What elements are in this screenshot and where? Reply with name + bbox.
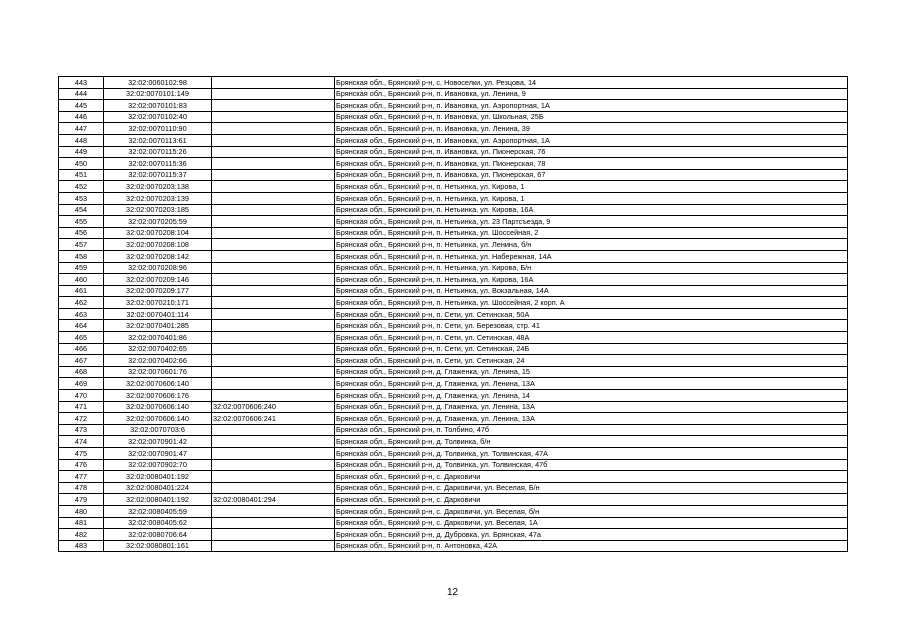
row-number-cell: 461	[59, 285, 104, 297]
address-cell: Брянская обл., Брянский р-н, п. Ивановка, ул. Аэропортная, 1А	[335, 134, 848, 146]
address-cell: Брянская обл., Брянский р-н, п. Нетьинка, ул. Шоссейная, 2	[335, 227, 848, 239]
cadastral-number-cell: 32:02:0080401:224	[104, 482, 212, 494]
row-number-cell: 448	[59, 134, 104, 146]
address-cell: Брянская обл., Брянский р-н, д. Толвинка, ул. Толвинская, 47б	[335, 459, 848, 471]
address-cell: Брянская обл., Брянский р-н, п. Нетьинка, ул. Кирова, Б/н	[335, 262, 848, 274]
table-row	[59, 100, 848, 112]
secondary-cadastral-number-cell	[212, 517, 335, 529]
row-number-cell: 481	[59, 517, 104, 529]
table-row	[59, 285, 848, 297]
cadastral-number-cell: 32:02:0070901:47	[104, 448, 212, 460]
table-row	[59, 413, 848, 425]
cadastral-number-cell: 32:02:0070606:140	[104, 413, 212, 425]
row-number-cell: 444	[59, 88, 104, 100]
table-row	[59, 77, 848, 89]
cadastral-number-cell: 32:02:0070205:59	[104, 216, 212, 228]
row-number-cell: 479	[59, 494, 104, 506]
secondary-cadastral-number-cell	[212, 134, 335, 146]
row-number-cell: 450	[59, 158, 104, 170]
address-cell: Брянская обл., Брянский р-н, с. Дарковичи	[335, 471, 848, 483]
address-cell: Брянская обл., Брянский р-н, п. Сети, ул. Сетинская, 24	[335, 355, 848, 367]
secondary-cadastral-number-cell	[212, 227, 335, 239]
table-row	[59, 158, 848, 170]
secondary-cadastral-number-cell	[212, 274, 335, 286]
table-row	[59, 448, 848, 460]
cadastral-number-cell: 32:02:0070203:138	[104, 181, 212, 193]
cadastral-number-cell: 32:02:0070601:76	[104, 366, 212, 378]
cadastral-number-cell: 32:02:0070101:149	[104, 88, 212, 100]
cadastral-number-cell: 32:02:0070115:26	[104, 146, 212, 158]
address-cell: Брянская обл., Брянский р-н, п. Толбино, 47б	[335, 424, 848, 436]
row-number-cell: 457	[59, 239, 104, 251]
cadastral-number-cell: 32:02:0070110:90	[104, 123, 212, 135]
secondary-cadastral-number-cell	[212, 297, 335, 309]
registry-table	[58, 76, 848, 552]
secondary-cadastral-number-cell	[212, 146, 335, 158]
address-cell: Брянская обл., Брянский р-н, п. Нетьинка, ул. 23 Партсъезда, 9	[335, 216, 848, 228]
address-cell: Брянская обл., Брянский р-н, д. Глаженка, ул. Ленина, 13А	[335, 401, 848, 413]
cadastral-number-cell: 32:02:0070401:285	[104, 320, 212, 332]
table-row	[59, 494, 848, 506]
cadastral-number-cell: 32:02:0070901:42	[104, 436, 212, 448]
table-row	[59, 517, 848, 529]
cadastral-number-cell: 32:02:0070902:70	[104, 459, 212, 471]
row-number-cell: 471	[59, 401, 104, 413]
cadastral-number-cell: 32:02:0070208:142	[104, 250, 212, 262]
row-number-cell: 454	[59, 204, 104, 216]
row-number-cell: 477	[59, 471, 104, 483]
row-number-cell: 462	[59, 297, 104, 309]
table-row	[59, 262, 848, 274]
row-number-cell: 451	[59, 169, 104, 181]
secondary-cadastral-number-cell	[212, 390, 335, 402]
table-row	[59, 436, 848, 448]
row-number-cell: 446	[59, 111, 104, 123]
address-cell: Брянская обл., Брянский р-н, п. Нетьинка, ул. Вокзальная, 14А	[335, 285, 848, 297]
cadastral-number-cell: 32:02:0080401:192	[104, 471, 212, 483]
secondary-cadastral-number-cell	[212, 505, 335, 517]
secondary-cadastral-number-cell	[212, 285, 335, 297]
table-row	[59, 529, 848, 541]
address-cell: Брянская обл., Брянский р-н, п. Сети, ул. Сетинская, 48А	[335, 332, 848, 344]
cadastral-number-cell: 32:02:0070115:37	[104, 169, 212, 181]
table-row	[59, 471, 848, 483]
row-number-cell: 447	[59, 123, 104, 135]
table-row	[59, 169, 848, 181]
table-row	[59, 540, 848, 552]
cadastral-number-cell: 32:02:0080706:64	[104, 529, 212, 541]
table-row	[59, 390, 848, 402]
cadastral-number-cell: 32:02:0070402:66	[104, 355, 212, 367]
secondary-cadastral-number-cell	[212, 262, 335, 274]
secondary-cadastral-number-cell	[212, 320, 335, 332]
row-number-cell: 470	[59, 390, 104, 402]
secondary-cadastral-number-cell	[212, 192, 335, 204]
cadastral-number-cell: 32:02:0060102:98	[104, 77, 212, 89]
table-row	[59, 459, 848, 471]
address-cell: Брянская обл., Брянский р-н, п. Сети, ул. Сетинская, 24Б	[335, 343, 848, 355]
address-cell: Брянская обл., Брянский р-н, п. Нетьинка, ул. Кирова, 16А	[335, 204, 848, 216]
secondary-cadastral-number-cell	[212, 88, 335, 100]
row-number-cell: 466	[59, 343, 104, 355]
secondary-cadastral-number-cell	[212, 239, 335, 251]
cadastral-number-cell: 32:02:0070402:65	[104, 343, 212, 355]
cadastral-number-cell: 32:02:0070115:36	[104, 158, 212, 170]
cadastral-number-cell: 32:02:0080405:59	[104, 505, 212, 517]
table-row	[59, 227, 848, 239]
address-cell: Брянская обл., Брянский р-н, д. Глаженка, ул. Ленина, 14	[335, 390, 848, 402]
row-number-cell: 453	[59, 192, 104, 204]
address-cell: Брянская обл., Брянский р-н, п. Нетьинка, ул. Кирова, 1	[335, 181, 848, 193]
table-row	[59, 297, 848, 309]
cadastral-number-cell: 32:02:0070208:96	[104, 262, 212, 274]
secondary-cadastral-number-cell	[212, 308, 335, 320]
row-number-cell: 443	[59, 77, 104, 89]
cadastral-number-cell: 32:02:0070113:61	[104, 134, 212, 146]
secondary-cadastral-number-cell	[212, 482, 335, 494]
table-row	[59, 250, 848, 262]
cadastral-number-cell: 32:02:0070209:146	[104, 274, 212, 286]
secondary-cadastral-number-cell	[212, 448, 335, 460]
cadastral-number-cell: 32:02:0070209:177	[104, 285, 212, 297]
secondary-cadastral-number-cell	[212, 540, 335, 552]
cadastral-number-cell: 32:02:0070606:140	[104, 401, 212, 413]
cadastral-number-cell: 32:02:0070102:40	[104, 111, 212, 123]
secondary-cadastral-number-cell	[212, 250, 335, 262]
table-row	[59, 308, 848, 320]
secondary-cadastral-number-cell	[212, 436, 335, 448]
address-cell: Брянская обл., Брянский р-н, с. Новоселки, ул. Резцова, 14	[335, 77, 848, 89]
table-row	[59, 401, 848, 413]
row-number-cell: 467	[59, 355, 104, 367]
row-number-cell: 468	[59, 366, 104, 378]
secondary-cadastral-number-cell: 32:02:0070606:240	[212, 401, 335, 413]
address-cell: Брянская обл., Брянский р-н, п. Нетьинка, ул. Кирова, 1	[335, 192, 848, 204]
secondary-cadastral-number-cell	[212, 332, 335, 344]
row-number-cell: 474	[59, 436, 104, 448]
row-number-cell: 473	[59, 424, 104, 436]
secondary-cadastral-number-cell	[212, 100, 335, 112]
secondary-cadastral-number-cell: 32:02:0070606:241	[212, 413, 335, 425]
table-row	[59, 239, 848, 251]
cadastral-number-cell: 32:02:0080801:161	[104, 540, 212, 552]
secondary-cadastral-number-cell	[212, 471, 335, 483]
cadastral-number-cell: 32:02:0070606:176	[104, 390, 212, 402]
address-cell: Брянская обл., Брянский р-н, д. Глаженка, ул. Ленина, 15	[335, 366, 848, 378]
cadastral-number-cell: 32:02:0070606:140	[104, 378, 212, 390]
row-number-cell: 452	[59, 181, 104, 193]
row-number-cell: 449	[59, 146, 104, 158]
cadastral-number-cell: 32:02:0070401:86	[104, 332, 212, 344]
row-number-cell: 459	[59, 262, 104, 274]
table-row	[59, 123, 848, 135]
secondary-cadastral-number-cell	[212, 355, 335, 367]
row-number-cell: 482	[59, 529, 104, 541]
table-row	[59, 320, 848, 332]
address-cell: Брянская обл., Брянский р-н, п. Ивановка, ул. Школьная, 25Б	[335, 111, 848, 123]
cadastral-number-cell: 32:02:0070208:104	[104, 227, 212, 239]
row-number-cell: 475	[59, 448, 104, 460]
cadastral-number-cell: 32:02:0080401:192	[104, 494, 212, 506]
address-cell: Брянская обл., Брянский р-н, с. Дарковичи, ул. Веселая, 1А	[335, 517, 848, 529]
table-row	[59, 332, 848, 344]
table-row	[59, 192, 848, 204]
address-cell: Брянская обл., Брянский р-н, с. Дарковичи, ул. Веселая, Б/н	[335, 482, 848, 494]
row-number-cell: 480	[59, 505, 104, 517]
secondary-cadastral-number-cell	[212, 459, 335, 471]
secondary-cadastral-number-cell: 32:02:0080401:294	[212, 494, 335, 506]
address-cell: Брянская обл., Брянский р-н, п. Нетьинка, ул. Набережная, 14А	[335, 250, 848, 262]
address-cell: Брянская обл., Брянский р-н, п. Нетьинка, ул. Шоссейная, 2 корп. А	[335, 297, 848, 309]
cadastral-number-cell: 32:02:0070210:171	[104, 297, 212, 309]
cadastral-number-cell: 32:02:0070203:185	[104, 204, 212, 216]
table-row	[59, 111, 848, 123]
secondary-cadastral-number-cell	[212, 77, 335, 89]
address-cell: Брянская обл., Брянский р-н, д. Толвинка, ул. Толвинская, 47А	[335, 448, 848, 460]
address-cell: Брянская обл., Брянский р-н, п. Нетьинка, ул. Ленина, б/н	[335, 239, 848, 251]
secondary-cadastral-number-cell	[212, 123, 335, 135]
address-cell: Брянская обл., Брянский р-н, д. Дубровка, ул. Брянская, 47а	[335, 529, 848, 541]
row-number-cell: 455	[59, 216, 104, 228]
row-number-cell: 464	[59, 320, 104, 332]
table-row	[59, 505, 848, 517]
address-cell: Брянская обл., Брянский р-н, с. Дарковичи	[335, 494, 848, 506]
row-number-cell: 478	[59, 482, 104, 494]
cadastral-number-cell: 32:02:0070203:139	[104, 192, 212, 204]
table-row	[59, 134, 848, 146]
address-cell: Брянская обл., Брянский р-н, п. Сети, ул. Сетинская, 50А	[335, 308, 848, 320]
cadastral-number-cell: 32:02:0070208:108	[104, 239, 212, 251]
address-cell: Брянская обл., Брянский р-н, п. Ивановка, ул. Пионерская, 76	[335, 146, 848, 158]
address-cell: Брянская обл., Брянский р-н, п. Антоновка, 42А	[335, 540, 848, 552]
row-number-cell: 469	[59, 378, 104, 390]
cadastral-number-cell: 32:02:0070703:6	[104, 424, 212, 436]
secondary-cadastral-number-cell	[212, 181, 335, 193]
secondary-cadastral-number-cell	[212, 529, 335, 541]
row-number-cell: 476	[59, 459, 104, 471]
row-number-cell: 460	[59, 274, 104, 286]
table-row	[59, 378, 848, 390]
secondary-cadastral-number-cell	[212, 343, 335, 355]
table-row	[59, 146, 848, 158]
address-cell: Брянская обл., Брянский р-н, с. Дарковичи, ул. Веселая, б/н	[335, 505, 848, 517]
registry-table-body	[59, 77, 848, 552]
address-cell: Брянская обл., Брянский р-н, п. Ивановка, ул. Пионерская, 67	[335, 169, 848, 181]
secondary-cadastral-number-cell	[212, 424, 335, 436]
row-number-cell: 456	[59, 227, 104, 239]
row-number-cell: 463	[59, 308, 104, 320]
secondary-cadastral-number-cell	[212, 216, 335, 228]
secondary-cadastral-number-cell	[212, 366, 335, 378]
row-number-cell: 483	[59, 540, 104, 552]
address-cell: Брянская обл., Брянский р-н, д. Глаженка, ул. Ленина, 13А	[335, 378, 848, 390]
table-row	[59, 88, 848, 100]
table-row	[59, 424, 848, 436]
table-row	[59, 355, 848, 367]
address-cell: Брянская обл., Брянский р-н, п. Ивановка, ул. Ленина, 9	[335, 88, 848, 100]
page-number: 12	[446, 587, 459, 598]
cadastral-number-cell: 32:02:0070401:114	[104, 308, 212, 320]
table-row	[59, 204, 848, 216]
cadastral-number-cell: 32:02:0080405:62	[104, 517, 212, 529]
table-row	[59, 216, 848, 228]
table-row	[59, 274, 848, 286]
table-row	[59, 366, 848, 378]
address-cell: Брянская обл., Брянский р-н, п. Ивановка, ул. Пионерская, 78	[335, 158, 848, 170]
table-row	[59, 482, 848, 494]
secondary-cadastral-number-cell	[212, 158, 335, 170]
row-number-cell: 445	[59, 100, 104, 112]
address-cell: Брянская обл., Брянский р-н, п. Ивановка, ул. Ленина, 39	[335, 123, 848, 135]
address-cell: Брянская обл., Брянский р-н, п. Сети, ул. Березовая, стр. 41	[335, 320, 848, 332]
address-cell: Брянская обл., Брянский р-н, п. Ивановка, ул. Аэропортная, 1А	[335, 100, 848, 112]
secondary-cadastral-number-cell	[212, 378, 335, 390]
address-cell: Брянская обл., Брянский р-н, п. Нетьинка, ул. Кирова, 16А	[335, 274, 848, 286]
secondary-cadastral-number-cell	[212, 111, 335, 123]
row-number-cell: 465	[59, 332, 104, 344]
row-number-cell: 472	[59, 413, 104, 425]
address-cell: Брянская обл., Брянский р-н, д. Толвинка, б/н	[335, 436, 848, 448]
address-cell: Брянская обл., Брянский р-н, д. Глаженка, ул. Ленина, 13А	[335, 413, 848, 425]
secondary-cadastral-number-cell	[212, 169, 335, 181]
row-number-cell: 458	[59, 250, 104, 262]
table-row	[59, 343, 848, 355]
secondary-cadastral-number-cell	[212, 204, 335, 216]
cadastral-number-cell: 32:02:0070101:83	[104, 100, 212, 112]
table-row	[59, 181, 848, 193]
